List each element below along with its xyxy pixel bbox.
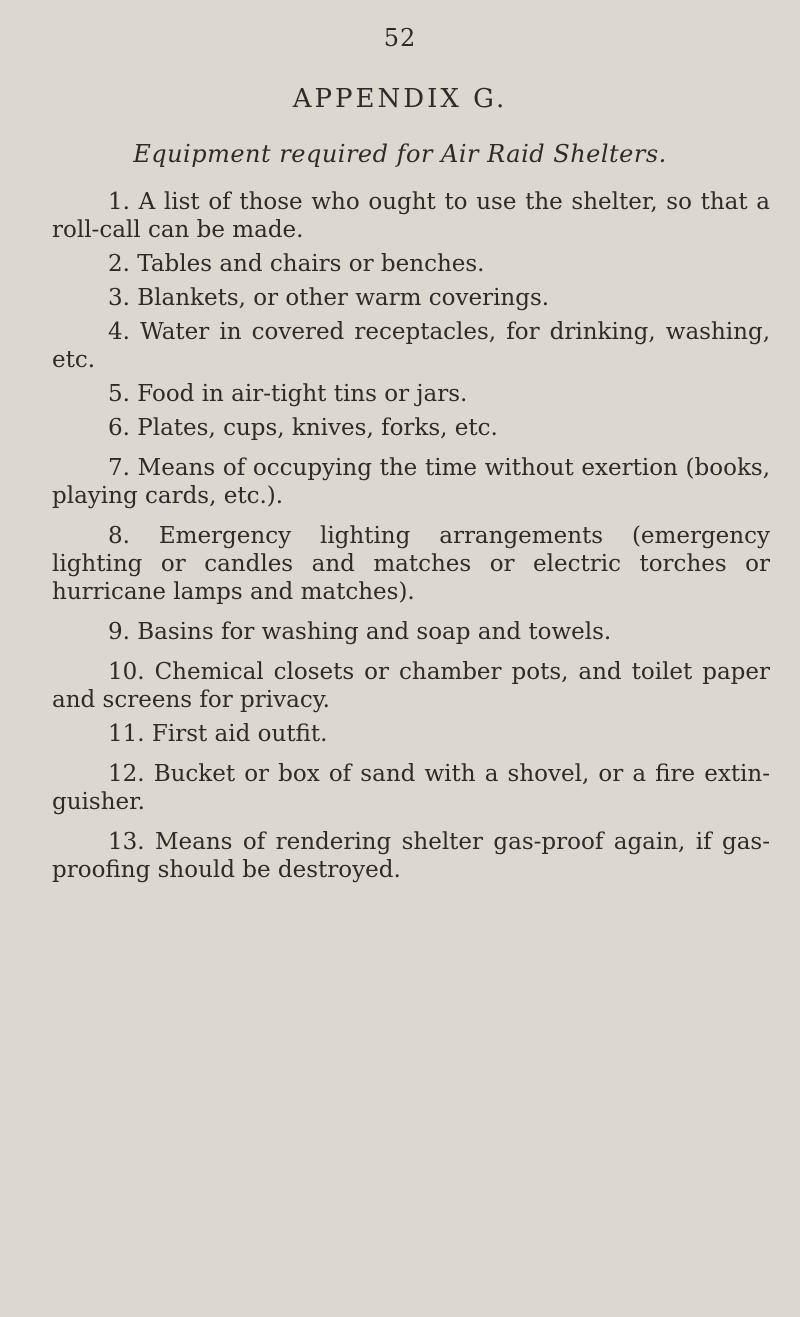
item-text: Basins for washing and soap and towels. — [137, 619, 612, 645]
list-item — [52, 658, 770, 714]
page-number: 52 — [383, 24, 417, 52]
item-text: Bucket or box of sand with a shovel, or a fire extin-guisher. — [52, 761, 770, 815]
list-item — [52, 380, 770, 408]
item-number: 12. — [108, 761, 145, 787]
item-text: Plates, cups, knives, forks, etc. — [137, 415, 498, 441]
list-item — [52, 760, 770, 816]
list-item — [52, 414, 770, 442]
item-number: 4. — [108, 319, 130, 345]
list-item — [52, 828, 770, 884]
item-number: 3. — [108, 285, 130, 311]
item-number: 10. — [108, 659, 145, 685]
item-text: First aid outfit. — [151, 721, 328, 747]
list-item — [52, 250, 770, 278]
item-text: Chemical closets or chamber pots, and toilet paper and screens for privacy. — [52, 659, 771, 713]
list-item — [52, 522, 770, 606]
item-text: A list of those who ought to use the shelter, so that a roll-call can be made. — [52, 189, 771, 243]
item-number: 7. — [108, 455, 130, 481]
item-number: 2. — [108, 251, 130, 277]
list-item — [52, 188, 770, 244]
list-item — [52, 454, 770, 510]
equipment-list — [52, 188, 770, 890]
item-text: Means of rendering shelter gas-proof again, if gas-proofing should be destroyed. — [52, 829, 771, 883]
item-number: 11. — [108, 721, 145, 747]
item-text: Tables and chairs or benches. — [137, 251, 485, 277]
item-number: 8. — [108, 523, 130, 549]
item-number: 6. — [108, 415, 130, 441]
item-number: 1. — [108, 189, 130, 215]
appendix-subtitle: Equipment required for Air Raid Shelters. — [133, 140, 667, 168]
list-item — [52, 618, 770, 646]
item-text: Emergency lighting arrangements (emergency lighting or candles and matches or electric torches or hurricane lamps and matches). — [52, 523, 770, 605]
item-number: 5. — [108, 381, 130, 407]
item-text: Water in covered receptacles, for drinking, washing, etc. — [52, 319, 771, 373]
list-item — [52, 284, 770, 312]
list-item — [52, 318, 770, 374]
item-text: Means of occupying the time without exertion (books, playing cards, etc.). — [52, 455, 770, 509]
list-item — [52, 720, 770, 748]
item-number: 13. — [108, 829, 145, 855]
item-text: Food in air-tight tins or jars. — [137, 381, 468, 407]
item-text: Blankets, or other warm coverings. — [137, 285, 550, 311]
appendix-title: APPENDIX G. — [292, 84, 508, 114]
item-number: 9. — [108, 619, 130, 645]
